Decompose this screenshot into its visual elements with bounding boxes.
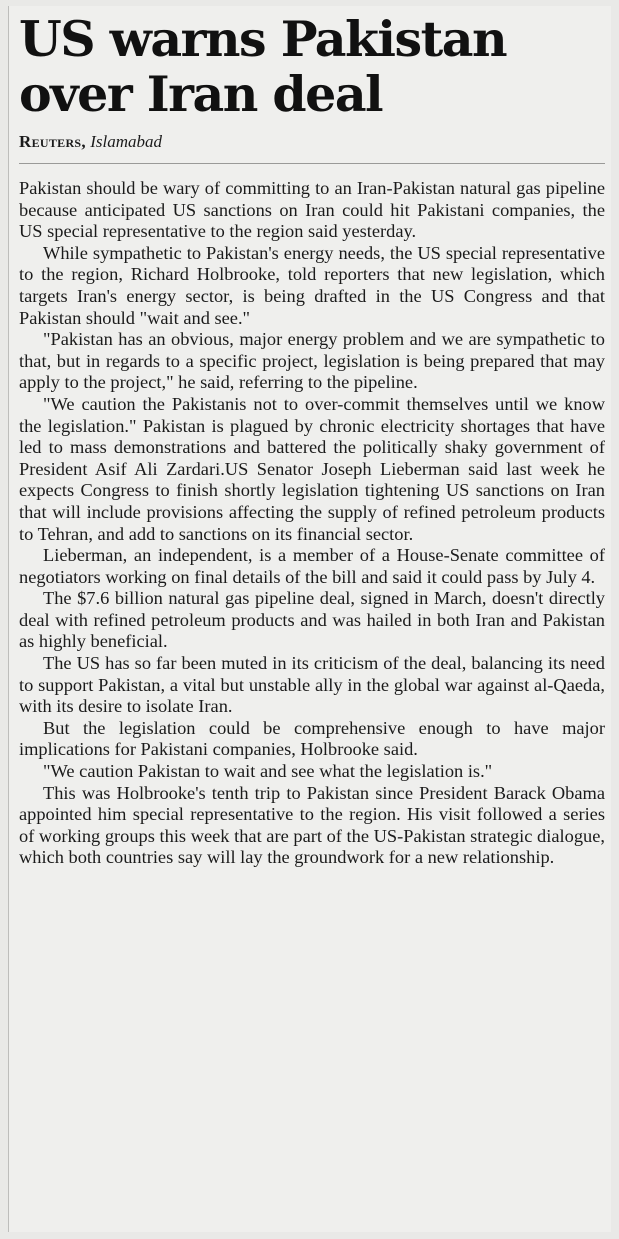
- article-paragraph: Lieberman, an independent, is a member of a House-Senate committee of negotiators working on final details of the bill and said it could pass by July 4.: [19, 545, 605, 587]
- article-paragraph: This was Holbrooke's tenth trip to Pakistan since President Barack Obama appointed him special representative to the region. His visit followed a series of working groups this week that are part of the US-Pakistan strategic dialogue, which both countries say will lay the groundwork for a new relationship.: [19, 782, 605, 868]
- article-paragraph: Pakistan should be wary of committing to an Iran-Pakistan natural gas pipeline because anticipated US sanctions on Iran could hit Pakistani companies, the US special representative to the region said yesterday.: [19, 178, 605, 242]
- article-paragraph: "We caution the Pakistanis not to over-commit themselves until we know the legislation." Pakistan is plagued by chronic electricity shortages that have led to mass demonstrations and battered the politically shaky government of President Asif Ali Zardari.US Senator Joseph Lieberman said last week he expects Congress to finish shortly legislation tightening US sanctions on Iran that will include provisions affecting the supply of refined petroleum products to Tehran, and add to sanctions on its financial sector.: [19, 393, 605, 544]
- article-paragraph: While sympathetic to Pakistan's energy needs, the US special representative to the region, Richard Holbrooke, told reporters that new legislation, which targets Iran's energy sector, is being drafted in the US Congress and that Pakistan should "wait and see.": [19, 242, 605, 328]
- article-body: [19, 178, 605, 869]
- newspaper-clipping: [8, 6, 611, 1232]
- byline-location: Islamabad: [90, 132, 162, 151]
- article-paragraph: But the legislation could be comprehensive enough to have major implications for Pakistani companies, Holbrooke said.: [19, 717, 605, 760]
- article-paragraph: "Pakistan has an obvious, major energy problem and we are sympathetic to that, but in regards to a specific project, legislation is being prepared that may apply to the project," he said, referring to the pipeline.: [19, 329, 605, 393]
- article-paragraph: The $7.6 billion natural gas pipeline deal, signed in March, doesn't directly deal with refined petroleum products and was hailed in both Iran and Pakistan as highly beneficial.: [19, 588, 605, 652]
- byline-agency: Reuters,: [19, 132, 86, 151]
- article-paragraph: "We caution Pakistan to wait and see what the legislation is.": [43, 761, 493, 782]
- byline: [19, 132, 605, 164]
- headline: US warns Pakistan over Iran deal: [19, 10, 507, 123]
- article-paragraph: The US has so far been muted in its criticism of the deal, balancing its need to support Pakistan, a vital but unstable ally in the global war against al-Qaeda, with its desire to isolate Iran.: [19, 653, 605, 717]
